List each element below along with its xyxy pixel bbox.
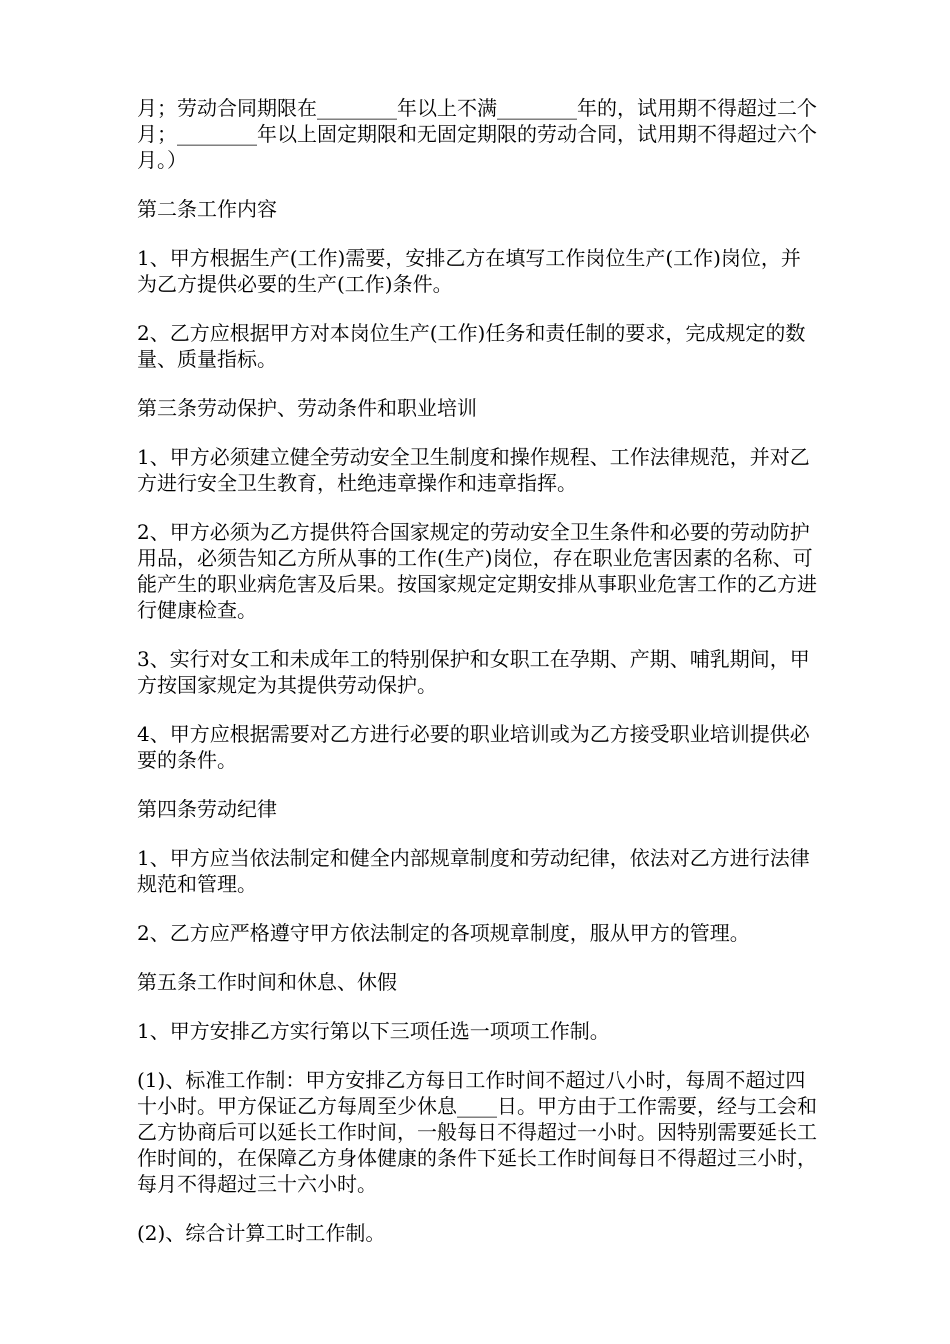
paragraph-article-5-item-1: 1、甲方安排乙方实行第以下三项任选一项项工作制。: [137, 1019, 610, 1043]
paragraph-comprehensive-work-system: (2)、综合计算工时工作制。: [137, 1221, 386, 1245]
heading-article-5: 第五条工作时间和休息、休假: [137, 970, 397, 994]
heading-article-3: 第三条劳动保护、劳动条件和职业培训: [137, 396, 477, 420]
paragraph-article-3-item-2: 2、甲方必须为乙方提供符合国家规定的劳动安全卫生条件和必要的劳动防护用品，必须告知乙方所从事的工作(生产)岗位，存在职业危害因素的名称、可能产生的职业病危害及后果。按国家规定定期安排从事职业危害工作的乙方进行健康检查。: [137, 520, 817, 622]
paragraph-article-3-item-1: 1、甲方必须建立健全劳动安全卫生制度和操作规程、工作法律规范，并对乙方进行安全卫生教育，杜绝违章操作和违章指挥。: [137, 445, 810, 495]
document-page: [137, 95, 817, 1269]
paragraph-article-4-item-1: 1、甲方应当依法制定和健全内部规章制度和劳动纪律，依法对乙方进行法律规范和管理。: [137, 846, 810, 896]
heading-article-4: 第四条劳动纪律: [137, 797, 277, 821]
paragraph-probation-terms: 月；劳动合同期限在________年以上不满________年的，试用期不得超过二个月；________年以上固定期限和无固定期限的劳动合同，试用期不得超过六个月。）: [137, 96, 817, 172]
paragraph-article-3-item-3: 3、实行对女工和未成年工的特别保护和女职工在孕期、产期、哺乳期间，甲方按国家规定为其提供劳动保护。: [137, 647, 810, 697]
paragraph-article-2-item-1: 1、甲方根据生产(工作)需要，安排乙方在填写工作岗位生产(工作)岗位，并为乙方提供必要的生产(工作)条件。: [137, 246, 801, 296]
paragraph-article-3-item-4: 4、甲方应根据需要对乙方进行必要的职业培训或为乙方接受职业培训提供必要的条件。: [137, 722, 810, 772]
paragraph-article-2-item-2: 2、乙方应根据甲方对本岗位生产(工作)任务和责任制的要求，完成规定的数量、质量指标。: [137, 321, 806, 371]
paragraph-standard-work-system: (1)、标准工作制：甲方安排乙方每日工作时间不超过八小时，每周不超过四十小时。甲方保证乙方每周至少休息____日。甲方由于工作需要，经与工会和乙方协商后可以延长工作时间，一般每日不得超过一小时。因特别需要延长工作时间的，在保障乙方身体健康的条件下延长工作时间每日不得超过三小时，每月不得超过三十六小时。: [137, 1068, 817, 1196]
paragraph-article-4-item-2: 2、乙方应严格遵守甲方依法制定的各项规章制度，服从甲方的管理。: [137, 921, 750, 945]
heading-article-2: 第二条工作内容: [137, 197, 277, 221]
